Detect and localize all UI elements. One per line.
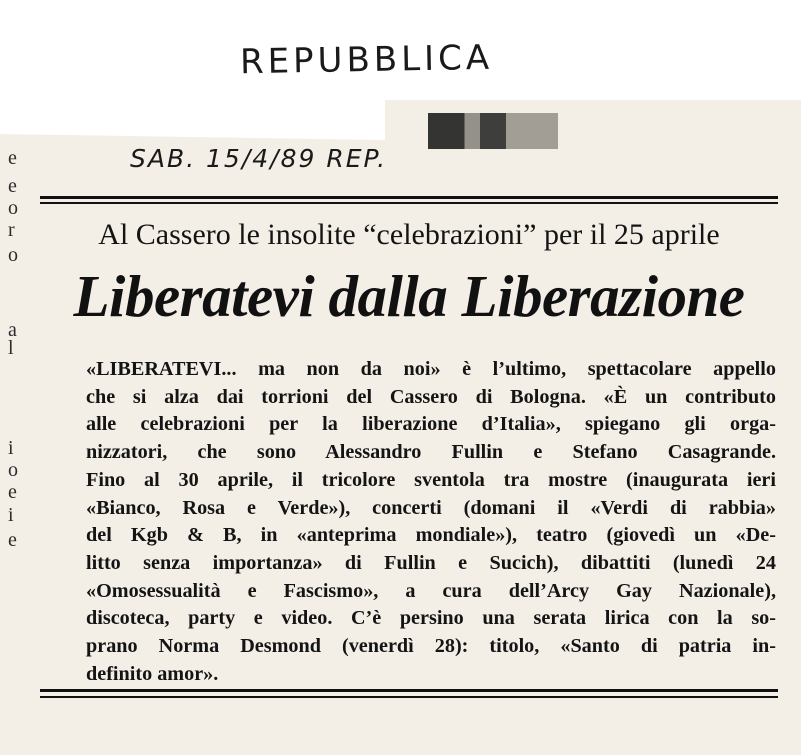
article-body: [86, 356, 776, 688]
margin-letter: a: [8, 319, 17, 341]
article-body-line: che si alza dai torrioni del Cassero di Bologna. «È un contributo: [86, 385, 776, 408]
article-headline: Liberatevi dalla Liberazione: [73, 263, 745, 329]
article-body-line: litto senza importanza» di Fullin e Sucich), dibattiti (lunedì 24: [86, 551, 776, 574]
margin-letter: e: [8, 481, 17, 503]
margin-letter: i: [8, 504, 14, 526]
article-body-line: del Kgb & B, in «anteprima mondiale»), teatro (giovedì un «De-: [86, 524, 776, 547]
article-body-line: alle celebrazioni per la liberazione d’Italia», spiegano gli orga-: [86, 413, 776, 436]
margin-letter: l: [8, 337, 14, 359]
margin-letter: e: [8, 147, 17, 169]
margin-letter: i: [8, 437, 14, 459]
article-body-line: prano Norma Desmond (venerdì 28): titolo, «Santo di patria in-: [86, 635, 776, 658]
margin-letter: o: [8, 244, 18, 266]
article-body-line: definito amor».: [86, 662, 219, 685]
margin-letter: r: [8, 219, 15, 241]
margin-letter: e: [8, 529, 17, 551]
article-body-line: «LIBERATEVI... ma non da noi» è l’ultimo, spettacolare appello: [86, 358, 776, 380]
handwritten-newspaper-name: REPUBBLICA: [239, 37, 494, 83]
bottom-rule-thick: [40, 689, 778, 692]
top-rule-thin: [40, 202, 778, 204]
top-rule-thick: [40, 196, 778, 199]
margin-letter: o: [8, 459, 18, 481]
adjacent-photo-fragment: [428, 113, 558, 149]
article-body-line: «Omosessualità e Fascismo», a cura dell’Arcy Gay Nazionale),: [86, 579, 776, 602]
clipping-cut-edge: [0, 100, 385, 140]
article-body-line: Fino al 30 aprile, il tricolore sventola tra mostre (inaugurata ieri: [86, 468, 776, 491]
handwritten-date: SAB. 15/4/89 REP.: [130, 144, 388, 173]
article-kicker: Al Cassero le insolite “celebrazioni” per il 25 aprile: [98, 218, 720, 251]
article-body-line: discoteca, party e video. C’è persino una serata lirica con la so-: [86, 607, 776, 630]
bottom-rule-thin: [40, 696, 778, 698]
margin-letter: e: [8, 175, 17, 197]
margin-letter: o: [8, 197, 18, 219]
article-body-line: «Bianco, Rosa e Verde»), concerti (domani il «Verdi di rabbia»: [86, 496, 776, 519]
article-body-line: nizzatori, che sono Alessandro Fullin e Stefano Casagrande.: [86, 441, 776, 464]
